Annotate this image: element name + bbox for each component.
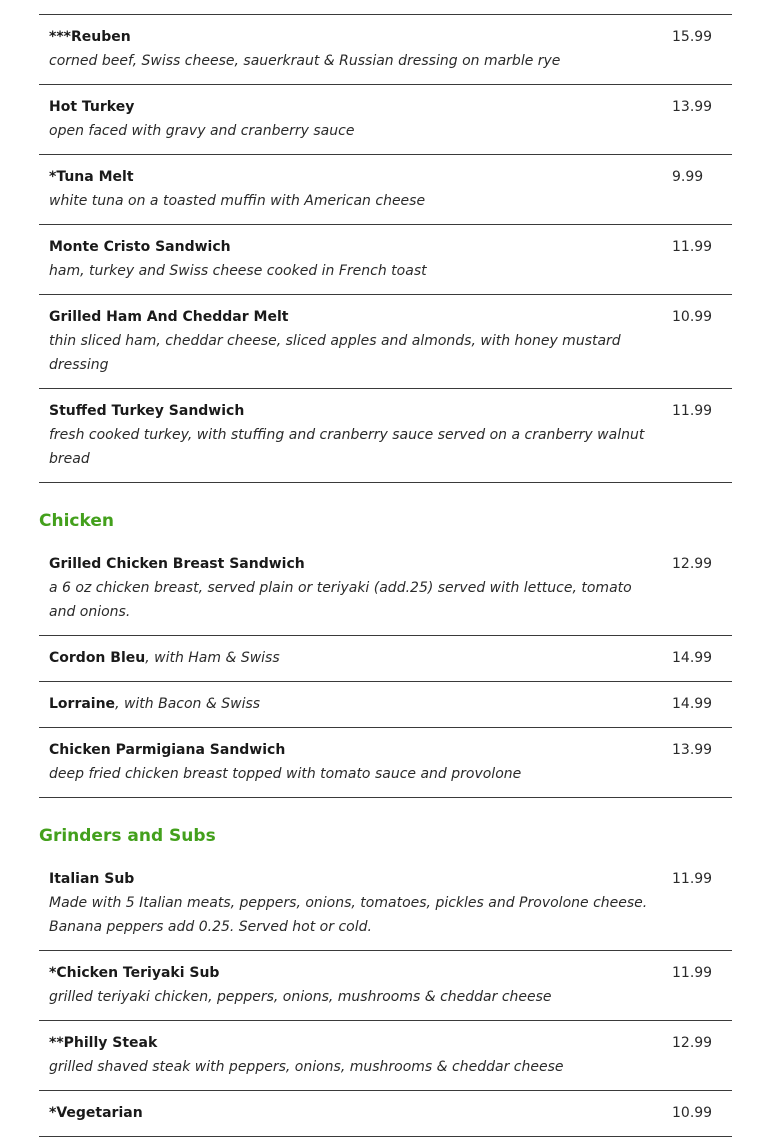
menu-item-description: fresh cooked turkey, with stuffing and cranberry sauce served on a cranberry walnut bread xyxy=(49,427,645,467)
menu-item xyxy=(39,682,732,728)
menu-item-name: Chicken Parmigiana Sandwich xyxy=(49,742,286,758)
menu-item-name: Monte Cristo Sandwich xyxy=(49,239,231,255)
menu-item-price: 11.99 xyxy=(672,239,713,255)
menu-item-price: 9.99 xyxy=(672,169,704,185)
menu-item xyxy=(39,389,732,483)
menu-item-description: grilled shaved steak with peppers, onions, mushrooms & cheddar cheese xyxy=(49,1059,564,1075)
menu-item-name: Italian Sub xyxy=(49,871,135,887)
menu-item-text xyxy=(49,961,649,1009)
menu-item-name: ***Reuben xyxy=(49,29,131,45)
menu-item-description: thin sliced ham, cheddar cheese, sliced apples and almonds, with honey mustard dressing xyxy=(49,333,621,373)
menu-item-text xyxy=(49,552,649,624)
menu-item xyxy=(39,1091,732,1137)
menu-item-price: 12.99 xyxy=(672,1035,713,1051)
menu-item-description: grilled teriyaki chicken, peppers, onions, mushrooms & cheddar cheese xyxy=(49,989,552,1005)
menu-item-name: Grilled Chicken Breast Sandwich xyxy=(49,556,305,572)
menu-item-price: 12.99 xyxy=(672,556,713,572)
menu-item-price: 15.99 xyxy=(672,29,713,45)
menu-item-description: deep fried chicken breast topped with tomato sauce and provolone xyxy=(49,766,522,782)
menu-item xyxy=(39,542,732,636)
menu-item-price: 11.99 xyxy=(672,965,713,981)
menu-item-text xyxy=(49,692,649,716)
menu-item-name: *Chicken Teriyaki Sub xyxy=(49,965,220,981)
menu-item-price: 10.99 xyxy=(672,1105,713,1121)
menu-item-description: open faced with gravy and cranberry sauce xyxy=(49,123,355,139)
menu-item xyxy=(39,85,732,155)
menu-item xyxy=(39,951,732,1021)
menu-item xyxy=(39,636,732,682)
menu-item xyxy=(39,1021,732,1091)
menu-item-price: 13.99 xyxy=(672,99,713,115)
menu-item-text xyxy=(49,738,649,786)
menu-item-text xyxy=(49,165,649,213)
menu-item-name: **Philly Steak xyxy=(49,1035,158,1051)
menu-item xyxy=(39,0,732,15)
menu-item-price: 14.99 xyxy=(672,696,713,712)
menu-item-description: corned beef, Swiss cheese, sauerkraut & Russian dressing on marble rye xyxy=(49,53,561,69)
menu-item-text xyxy=(49,0,649,3)
menu-item-price: 10.99 xyxy=(672,309,713,325)
menu-item-name: Hot Turkey xyxy=(49,99,135,115)
menu-item-text xyxy=(49,1031,649,1079)
menu-item-description: Made with 5 Italian meats, peppers, onions, tomatoes, pickles and Provolone cheese. Banana peppers add 0.25. Served hot or cold. xyxy=(49,895,648,935)
menu-item-name: Cordon Bleu xyxy=(49,650,146,666)
menu xyxy=(39,0,732,1137)
menu-item-name: Stuffed Turkey Sandwich xyxy=(49,403,245,419)
menu-item xyxy=(39,225,732,295)
menu-item-description: white tuna on a toasted muffin with American cheese xyxy=(49,193,426,209)
menu-item-name: Lorraine xyxy=(49,696,116,712)
menu-item-price: 11.99 xyxy=(672,403,713,419)
menu-item-name: Grilled Ham And Cheddar Melt xyxy=(49,309,289,325)
menu-item-name: *Tuna Melt xyxy=(49,169,134,185)
menu-item xyxy=(39,155,732,225)
menu-item-text xyxy=(49,399,649,471)
menu-item-price: 13.99 xyxy=(672,742,713,758)
menu-item-description: ham, turkey and Swiss cheese cooked in French toast xyxy=(49,263,427,279)
menu-item-price xyxy=(672,0,732,3)
menu-item xyxy=(39,15,732,85)
menu-item-price: 14.99 xyxy=(672,650,713,666)
menu-item-text xyxy=(49,25,649,73)
menu-item-description: a 6 oz chicken breast, served plain or teriyaki (add.25) served with lettuce, tomato and onions. xyxy=(49,580,632,620)
menu-item xyxy=(39,728,732,798)
menu-item-price: 11.99 xyxy=(672,871,713,887)
menu-item-text xyxy=(49,235,649,283)
menu-item-text xyxy=(49,646,649,670)
menu-item xyxy=(39,857,732,951)
menu-item-description xyxy=(49,0,649,3)
menu-item-text xyxy=(49,867,649,939)
section-title: Grinders and Subs xyxy=(39,826,216,846)
menu-item-name: *Vegetarian xyxy=(49,1105,143,1121)
menu-item-text xyxy=(49,1101,649,1125)
menu-item-description: , with Ham & Swiss xyxy=(145,650,280,666)
menu-item-text xyxy=(49,95,649,143)
menu-item xyxy=(39,295,732,389)
section-title: Chicken xyxy=(39,511,114,531)
menu-item-description: , with Bacon & Swiss xyxy=(115,696,261,712)
menu-item-text xyxy=(49,305,649,377)
